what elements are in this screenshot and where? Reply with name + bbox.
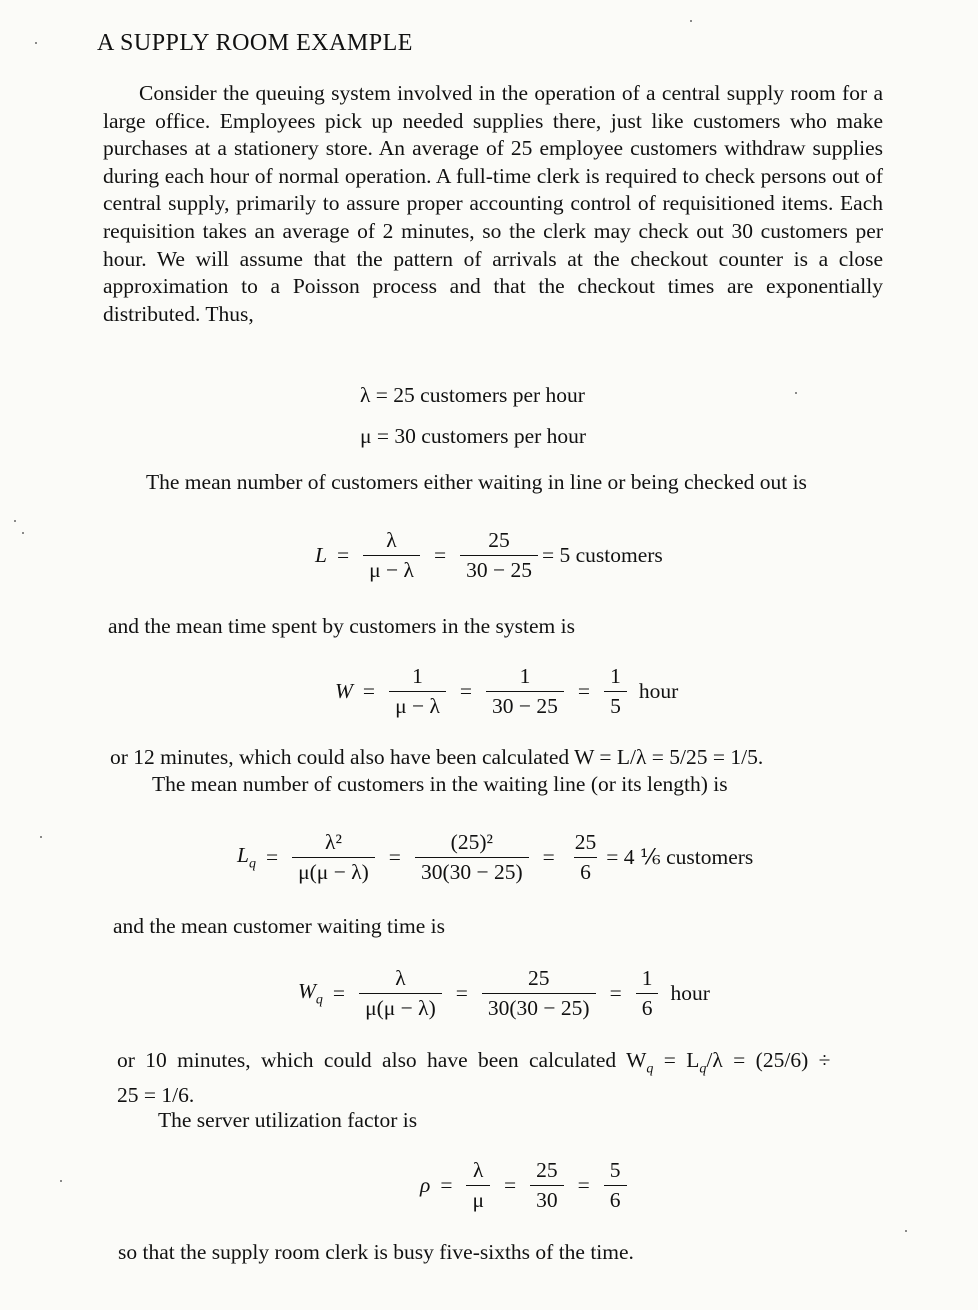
rho-lhs: ρ bbox=[420, 1173, 431, 1197]
scan-speck bbox=[905, 1230, 907, 1232]
L-intro: The mean number of customers either waiting in line or being checked out is bbox=[146, 470, 807, 494]
scan-speck bbox=[690, 20, 692, 22]
scan-speck bbox=[795, 392, 797, 394]
scan-speck bbox=[35, 42, 37, 44]
intro-text: Consider the queuing system involved in the operation of a central supply room for a large office. Employees pick up needed supplies there, just like customers who make purchases at a stationery store. An average of 25 employee customers withdraw supplies during each hour of normal operation. A full-time clerk is required to check persons out of central supply, primarily to assure proper accounting control of requisitioned items. Each requisition takes an average of 2 minutes, so the clerk may check out 30 customers per hour. We will assume that the pattern of arrivals at the checkout counter is a close approximation to a Poisson process and that the checkout times are exponentially distributed. Thus, bbox=[103, 81, 883, 326]
Wq-lhs: $W_q$ bbox=[298, 978, 323, 1008]
Wq-after-line1: or 10 minutes, which could also have been calculated $W_q = L_q/\lambda = (25/6)$ ÷ bbox=[117, 1048, 831, 1077]
rho-fraction-3: $\frac{5}{6}$ bbox=[604, 1158, 627, 1213]
L-equation: L = $\frac{\lambda}{\mu - \lambda}$ = $\frac{25}{30 - 25}$ = 5 customers bbox=[315, 528, 663, 582]
scan-speck bbox=[22, 532, 24, 534]
Wq-after-line2: 25 = 1/6. bbox=[117, 1083, 195, 1107]
Wq-fraction-3: $\frac{1}{6}$ bbox=[636, 966, 659, 1021]
W-unit: hour bbox=[638, 679, 679, 703]
Wq-intro: and the mean customer waiting time is bbox=[113, 914, 445, 938]
W-fraction-2: $\frac{1}{30 - 25}$ bbox=[486, 664, 564, 719]
L-result: = 5 customers bbox=[541, 543, 663, 567]
rho-intro: The server utilization factor is bbox=[158, 1108, 418, 1132]
scan-speck bbox=[14, 520, 16, 522]
W-lhs: W bbox=[335, 679, 353, 703]
Lq-fraction-3: $\frac{25}{6}$ bbox=[574, 830, 597, 884]
rho-fraction-2: $\frac{25}{30}$ bbox=[530, 1158, 564, 1213]
Lq-equation: $L_q$ = $\frac{\text{λ²}}{\mu(\mu - \lambda)}$ = $\frac{\text{(25)²}}{30(30 - 25)}$ = $\frac{25}{6}$ = 4 ⅙ customers bbox=[237, 830, 754, 884]
Lq-fraction-2: $\frac{\text{(25)²}}{30(30 - 25)}$ bbox=[415, 830, 529, 885]
Wq-fraction-1: $\frac{\lambda}{\mu(\mu - \lambda)}$ bbox=[359, 966, 442, 1021]
Lq-lhs: $L_q$ bbox=[237, 842, 256, 872]
W-equation: W = $\frac{1}{\mu - \lambda}$ = $\frac{1}{30 - 25}$ = $\frac{1}{5}$ hour bbox=[335, 664, 679, 718]
Lq-result: = 4 ⅙ customers bbox=[606, 845, 754, 869]
Wq-unit: hour bbox=[670, 981, 710, 1005]
intro-paragraph bbox=[103, 80, 883, 328]
W-after: or 12 minutes, which could also have been calculated W = L/λ = 5/25 = 1/5. bbox=[110, 745, 764, 769]
rho-fraction-1: $\frac{\lambda}{\mu}$ bbox=[466, 1158, 490, 1213]
Lq-intro: The mean number of customers in the waiting line (or its length) is bbox=[152, 772, 728, 796]
scan-speck bbox=[40, 836, 42, 838]
Lq-fraction-1: $\frac{\text{λ²}}{\mu(\mu - \lambda)}$ bbox=[292, 830, 375, 885]
Wq-fraction-2: $\frac{25}{30(30 - 25)}$ bbox=[482, 966, 596, 1021]
scan-speck bbox=[60, 1180, 62, 1182]
rho-equation: ρ = $\frac{\lambda}{\mu}$ = $\frac{25}{30}$ = $\frac{5}{6}$ bbox=[420, 1158, 631, 1213]
L-lhs: L bbox=[315, 543, 327, 567]
lambda-definition: λ = 25 customers per hour bbox=[360, 383, 585, 407]
L-fraction-2: $\frac{25}{30 - 25}$ bbox=[460, 528, 538, 583]
mu-definition: μ = 30 customers per hour bbox=[360, 424, 587, 448]
L-fraction-1: $\frac{\lambda}{\mu - \lambda}$ bbox=[363, 528, 420, 583]
page-heading: A SUPPLY ROOM EXAMPLE bbox=[97, 30, 413, 56]
W-intro: and the mean time spent by customers in the system is bbox=[108, 614, 575, 638]
conclusion: so that the supply room clerk is busy five-sixths of the time. bbox=[118, 1240, 634, 1264]
W-fraction-1: $\frac{1}{\mu - \lambda}$ bbox=[389, 664, 446, 719]
W-fraction-3: $\frac{1}{5}$ bbox=[604, 664, 627, 719]
Wq-equation: $W_q$ = $\frac{\lambda}{\mu(\mu - \lambda)}$ = $\frac{25}{30(30 - 25)}$ = $\frac{1}{6}$ hour bbox=[298, 966, 710, 1020]
